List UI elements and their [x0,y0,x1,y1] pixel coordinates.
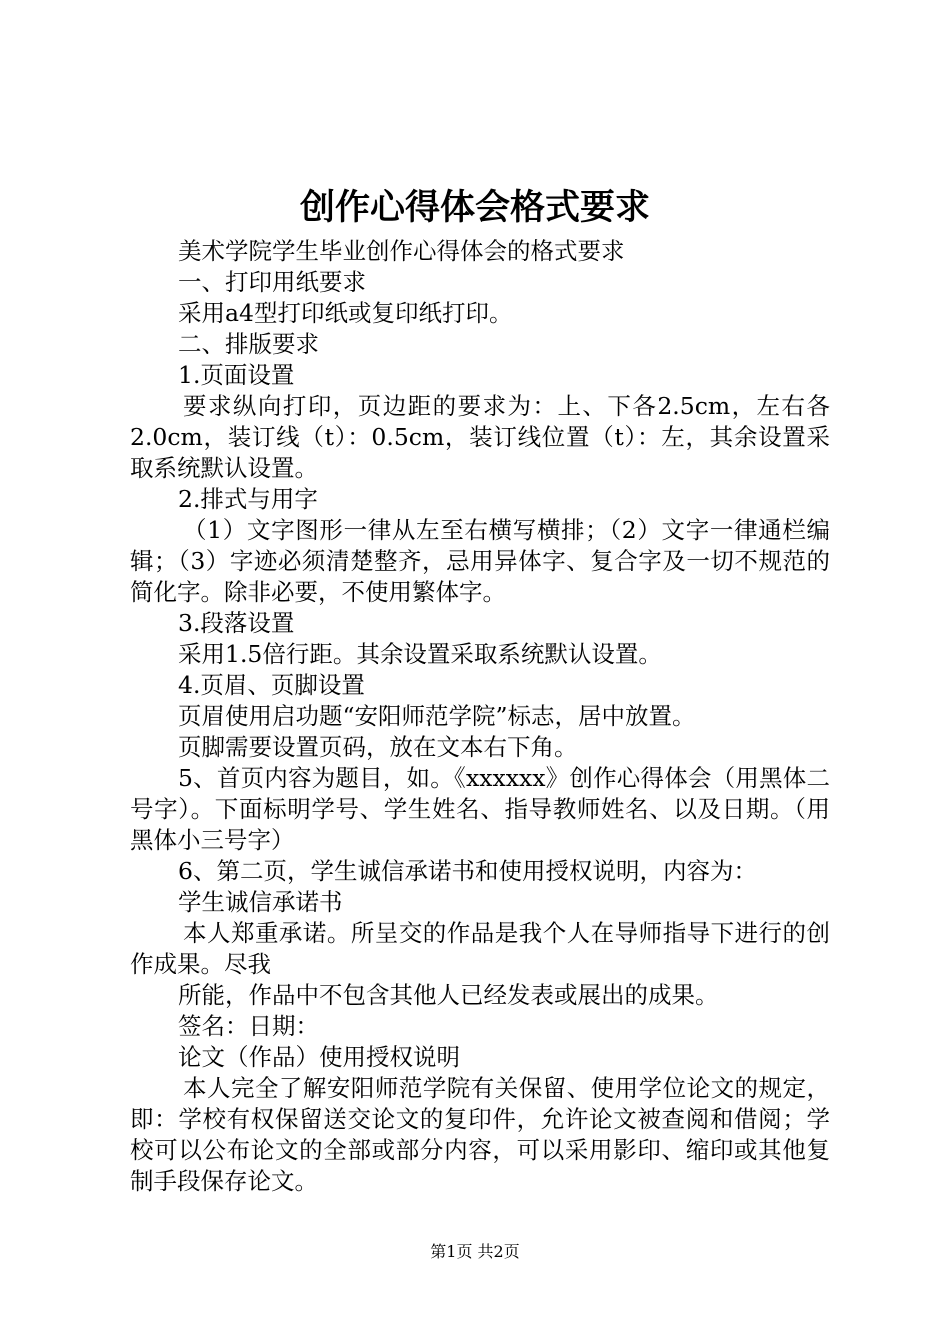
subheading-header-footer: 4.页眉、页脚设置 [178,671,365,699]
heading-authorization: 论文（作品）使用授权说明 [178,1043,460,1071]
document-body [130,236,830,1197]
paragraph-line-spacing: 采用1.5倍行距。其余设置采取系统默认设置。 [178,640,662,668]
paragraph-first-page: 5、首页内容为题目，如。《xxxxxx》创作心得体会（用黑体二号字）。下面标明学号、学生姓名、指导教师姓名、以及日期。（用黑体小三号字） [130,764,830,854]
document-title: 创作心得体会格式要求 [299,187,650,228]
paragraph-header: 页眉使用启功题“安阳师范学院”标志，居中放置。 [178,702,696,730]
section-heading-layout: 二、排版要求 [178,330,319,358]
paragraph-pledge-1: 本人郑重承诺。所呈交的作品是我个人在导师指导下进行的创作成果。尽我 [130,919,830,978]
subheading-page-setup: 1.页面设置 [178,361,295,389]
paragraph-subtitle: 美术学院学生毕业创作心得体会的格式要求 [178,237,625,265]
paragraph-pledge-2: 所能，作品中不包含其他人已经发表或展出的成果。 [178,981,719,1009]
page-number-footer: 第1页 共2页 [430,1242,520,1261]
signature-date-line: 签名：日期： [178,1012,319,1040]
paragraph-footer: 页脚需要设置页码，放在文本右下角。 [178,733,578,761]
paragraph-second-page: 6、第二页，学生诚信承诺书和使用授权说明，内容为： [178,857,757,885]
paragraph-page-setup: 要求纵向打印，页边距的要求为：上、下各2.5cm，左右各2.0cm，装订线（t）：0.5cm，装订线位置（t）：左，其余设置采取系统默认设置。 [130,392,830,482]
heading-integrity-pledge: 学生诚信承诺书 [178,888,343,916]
subheading-paragraph-setup: 3.段落设置 [178,609,295,637]
section-heading-paper: 一、打印用纸要求 [178,268,366,296]
paragraph-paper: 采用a4型打印纸或复印纸打印。 [178,299,513,327]
paragraph-typeset: （1）文字图形一律从左至右横写横排；（2）文字一律通栏编辑；（3）字迹必须清楚整齐，忌用异体字、复合字及一切不规范的简化字。除非必要，不使用繁体字。 [130,516,830,606]
subheading-typeset: 2.排式与用字 [178,485,318,513]
paragraph-authorization: 本人完全了解安阳师范学院有关保留、使用学位论文的规定，即：学校有权保留送交论文的复印件，允许论文被查阅和借阅；学校可以公布论文的全部或部分内容，可以采用影印、缩印或其他复制手段保存论文。 [130,1074,830,1195]
